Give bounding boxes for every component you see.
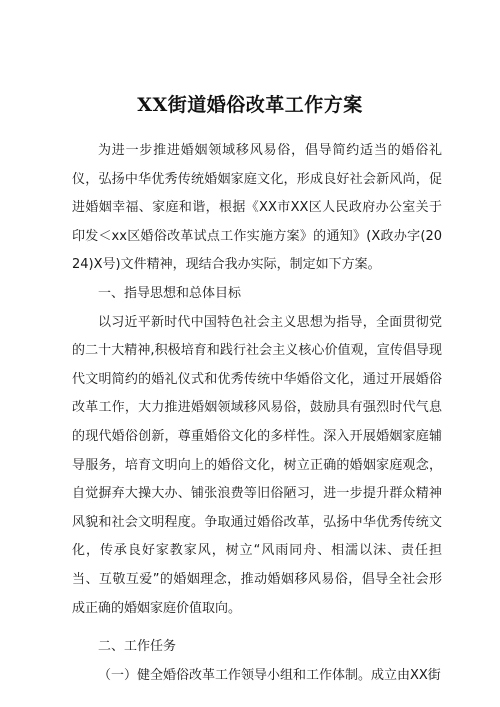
section-1-paragraph: 以习近平新时代中国特色社会主义思想为指导，全面贯彻党的二十大精神,积极培育和践行社会主义核心价值观，宣传倡导现代文明简约的婚礼仪式和优秀传统中华婚俗文化，通过开展婚俗改革工作，大力推进婚姻领域移风易俗，鼓励具有强烈时代气息的现代婚俗创新，尊重婚俗文化的多样性。深入开展婚姻家庭辅导服务，培育文明向上的婚俗文化，树立正确的婚姻家庭观念，自觉摒弃大操大办、铺张浪费等旧俗陋习，进一步提升群众精神风貌和社会文明程度。争取通过婚俗改革，弘扬中华优秀传统文化，传承良好家教家风，树立“风雨同舟、相濡以沫、责任担当、互敬互爱”的婚姻理念，推动婚姻移风易俗，倡导全社会形成正确的婚姻家庭价值取向。 — [72, 314, 442, 616]
document-title: XX街道婚俗改革工作方案 — [137, 94, 363, 116]
intro-paragraph: 为进一步推进婚姻领域移风易俗，倡导简约适当的婚俗礼仪，弘扬中华优秀传统婚姻家庭文化，形成良好社会新风尚，促进婚姻幸福、家庭和谐，根据《XX市XX区人民政府办公室关于印发＜xx区婚俗改革试点工作实施方案》的通知》(X政办字(2024)X号)文件精神，现结合我办实际，制定如下方案。 — [72, 143, 442, 273]
section-spacer — [72, 623, 442, 633]
section-heading-2: 二、工作任务 — [98, 639, 177, 655]
section-2-item-1: （一）健全婚俗改革工作领导小组和工作体制。成立由XX街 — [98, 667, 441, 683]
section-heading-1: 一、指导思想和总体目标 — [98, 285, 242, 301]
document-body — [72, 137, 442, 690]
